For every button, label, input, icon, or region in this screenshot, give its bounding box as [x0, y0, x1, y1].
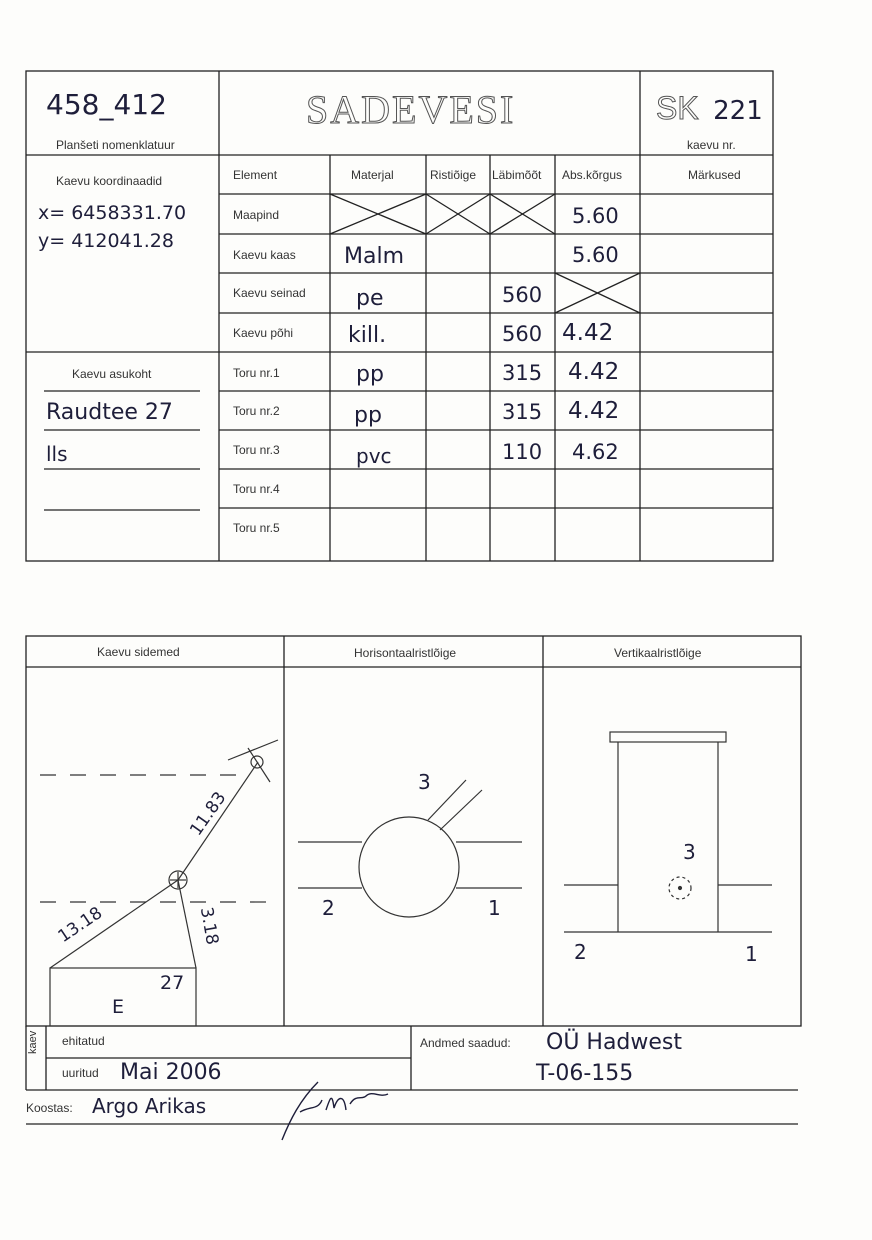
well-number-label: kaevu nr. [687, 138, 736, 152]
col-header-cross-section: Ristiõige [430, 168, 477, 182]
vertical-panel-title: Vertikaalristlõige [614, 646, 702, 660]
nomenclature-value: 458_412 [46, 88, 167, 121]
distance-label-a: 11.83 [186, 788, 231, 840]
building-number: 27 [160, 972, 185, 994]
row-material: pp [356, 362, 384, 387]
row-element: Toru nr.4 [233, 482, 280, 496]
data-source-label: Andmed saadud: [420, 1036, 511, 1050]
row-elevation: 4.42 [568, 359, 620, 385]
row-element: Toru nr.3 [233, 443, 280, 457]
nomenclature-label: Planšeti nomenklatuur [56, 138, 175, 152]
well-number-value: 221 [713, 96, 763, 126]
row-elevation: 5.60 [572, 204, 619, 228]
location-line2: lls [46, 442, 68, 466]
building-letter: E [112, 996, 125, 1018]
built-label: ehitatud [62, 1034, 105, 1048]
row-element: Kaevu seinad [233, 286, 306, 300]
row-material: pp [354, 403, 382, 428]
col-header-elevation: Abs.kõrgus [562, 168, 623, 182]
row-material: pvc [356, 444, 392, 468]
v-pipe1-label: 1 [745, 942, 758, 966]
row-diameter: 110 [502, 440, 543, 464]
col-header-diameter: Läbimõõt [492, 168, 542, 182]
row-material: pe [356, 286, 384, 311]
row-material: Malm [344, 244, 405, 269]
h-pipe2-label: 2 [322, 896, 335, 920]
v-pipe3-label: 3 [683, 840, 696, 864]
data-source-code: T-06-155 [536, 1061, 634, 1086]
ties-sketch [40, 740, 278, 1026]
surveyed-value: Mai 2006 [120, 1060, 222, 1085]
data-source-company: OÜ Hadwest [546, 1030, 683, 1055]
row-material: kill. [348, 323, 387, 348]
side-label: kaev [27, 1030, 39, 1054]
row-diameter: 560 [502, 283, 543, 307]
row-element: Toru nr.2 [233, 404, 280, 418]
location-label: Kaevu asukoht [72, 367, 152, 381]
row-element: Maapind [233, 208, 280, 222]
ties-panel-title: Kaevu sidemed [97, 645, 180, 659]
h-pipe3-label: 3 [418, 770, 431, 794]
row-elevation: 4.42 [562, 320, 614, 346]
row-element: Kaevu põhi [233, 326, 294, 340]
coordinates-label: Kaevu koordinaadid [56, 174, 163, 188]
form-title: SADEVESI [306, 87, 516, 132]
horizontal-panel-title: Horisontaalristlõige [354, 646, 457, 660]
well-prefix: SK [656, 90, 699, 126]
coordinate-x: x= 6458331.70 [38, 202, 187, 224]
row-elevation: 4.62 [572, 440, 619, 464]
coordinate-y: y= 412041.28 [38, 230, 174, 252]
row-element: Kaevu kaas [233, 248, 296, 262]
col-header-element: Element [233, 168, 278, 182]
vertical-section-sketch [564, 732, 772, 932]
v-pipe2-label: 2 [574, 940, 587, 964]
row-element: Toru nr.1 [233, 366, 280, 380]
well-number [656, 90, 763, 127]
row-diameter: 560 [502, 322, 543, 346]
compiled-value: Argo Arikas [92, 1094, 207, 1118]
location-line1: Raudtee 27 [46, 400, 173, 425]
col-header-material: Materjal [351, 168, 394, 182]
distance-label-b: 13.18 [54, 903, 107, 947]
h-pipe1-label: 1 [488, 896, 501, 920]
row-elevation: 4.42 [568, 398, 620, 424]
col-header-notes: Märkused [688, 168, 741, 182]
row-elevation: 5.60 [572, 243, 619, 267]
row-element: Toru nr.5 [233, 521, 280, 535]
row-diameter: 315 [502, 400, 543, 424]
signature-scribble [282, 1082, 388, 1140]
row-diameter: 315 [502, 361, 543, 385]
surveyed-label: uuritud [62, 1066, 99, 1080]
distance-label-c: 3.18 [195, 905, 223, 947]
compiled-label: Koostas: [26, 1101, 73, 1115]
